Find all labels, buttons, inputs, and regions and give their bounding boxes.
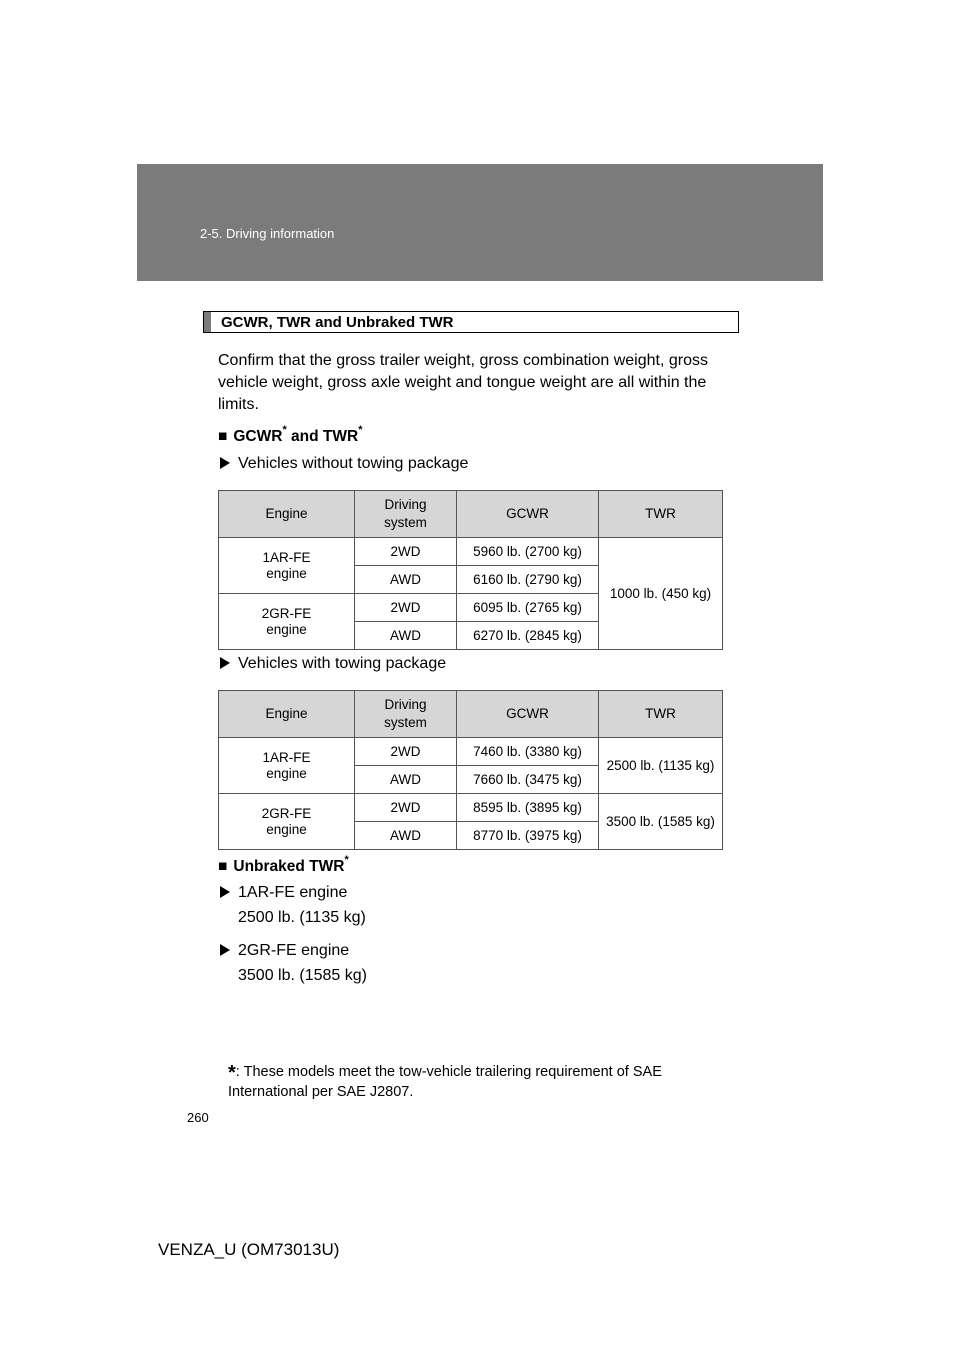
twr-cell: 3500 lb. (1585 kg) xyxy=(599,794,723,850)
col-driving-system: Driving system xyxy=(355,491,457,538)
gcwr-cell: 8770 lb. (3975 kg) xyxy=(457,822,599,850)
gcwr-cell: 7660 lb. (3475 kg) xyxy=(457,766,599,794)
engine-cell: 1AR-FE engine xyxy=(219,538,355,594)
twr-cell: 2500 lb. (1135 kg) xyxy=(599,738,723,794)
col-engine: Engine xyxy=(219,691,355,738)
drive-cell: AWD xyxy=(355,766,457,794)
section-title: GCWR, TWR and Unbraked TWR xyxy=(221,313,454,331)
engine-cell: 2GR-FE engine xyxy=(219,794,355,850)
title-accent-bar xyxy=(204,312,211,332)
unbraked-item-1ar: 1AR-FE engine xyxy=(220,884,347,902)
triangle-bullet-icon xyxy=(220,657,230,669)
engine-cell: 2GR-FE engine xyxy=(219,594,355,650)
drive-cell: AWD xyxy=(355,822,457,850)
table-header-row xyxy=(219,491,723,538)
footnote-star: * xyxy=(228,1062,236,1084)
col-twr: TWR xyxy=(599,491,723,538)
square-bullet-icon: ■ xyxy=(218,858,228,875)
unbraked-value-1ar: 2500 lb. (1135 kg) xyxy=(238,909,366,926)
col-twr: TWR xyxy=(599,691,723,738)
drive-cell: 2WD xyxy=(355,538,457,566)
document-id: VENZA_U (OM73013U) xyxy=(158,1240,340,1259)
section-title-box xyxy=(203,311,739,333)
gcwr-cell: 6270 lb. (2845 kg) xyxy=(457,622,599,650)
drive-cell: 2WD xyxy=(355,794,457,822)
table-row xyxy=(219,794,723,822)
col-driving-system: Driving system xyxy=(355,691,457,738)
col-gcwr: GCWR xyxy=(457,691,599,738)
section-label: 2-5. Driving information xyxy=(200,226,335,241)
table-row xyxy=(219,738,723,766)
gcwr-cell: 8595 lb. (3895 kg) xyxy=(457,794,599,822)
gcwr-twr-heading: ■ GCWR* and TWR* xyxy=(218,423,363,445)
triangle-bullet-icon xyxy=(220,944,230,956)
gcwr-cell: 7460 lb. (3380 kg) xyxy=(457,738,599,766)
table-header-row xyxy=(219,691,723,738)
gcwr-table-without-package xyxy=(218,490,723,650)
triangle-bullet-icon xyxy=(220,886,230,898)
col-engine: Engine xyxy=(219,491,355,538)
table-row xyxy=(219,538,723,566)
col-gcwr: GCWR xyxy=(457,491,599,538)
page-header-band xyxy=(137,164,823,281)
triangle-bullet-icon xyxy=(220,457,230,469)
unbraked-twr-heading: ■ Unbraked TWR* xyxy=(218,853,349,875)
square-bullet-icon: ■ xyxy=(218,428,228,445)
drive-cell: AWD xyxy=(355,566,457,594)
drive-cell: AWD xyxy=(355,622,457,650)
intro-paragraph: Confirm that the gross trailer weight, gross combination weight, gross vehicle weight, gross axle weight and tongue weight are all within the limits. xyxy=(218,352,708,413)
footnote-text: : These models meet the tow-vehicle trailering requirement of SAE International per SAE J2807. xyxy=(228,1064,662,1100)
engine-cell: 1AR-FE engine xyxy=(219,738,355,794)
gcwr-table-with-package xyxy=(218,690,723,850)
drive-cell: 2WD xyxy=(355,594,457,622)
twr-cell: 1000 lb. (450 kg) xyxy=(599,538,723,650)
drive-cell: 2WD xyxy=(355,738,457,766)
without-package-label: Vehicles without towing package xyxy=(220,455,468,473)
gcwr-cell: 6160 lb. (2790 kg) xyxy=(457,566,599,594)
unbraked-value-2gr: 3500 lb. (1585 kg) xyxy=(238,967,367,984)
page-number: 260 xyxy=(187,1110,209,1125)
gcwr-cell: 6095 lb. (2765 kg) xyxy=(457,594,599,622)
unbraked-item-2gr: 2GR-FE engine xyxy=(220,942,349,960)
gcwr-cell: 5960 lb. (2700 kg) xyxy=(457,538,599,566)
with-package-label: Vehicles with towing package xyxy=(220,655,446,673)
footnote xyxy=(228,1063,728,1102)
